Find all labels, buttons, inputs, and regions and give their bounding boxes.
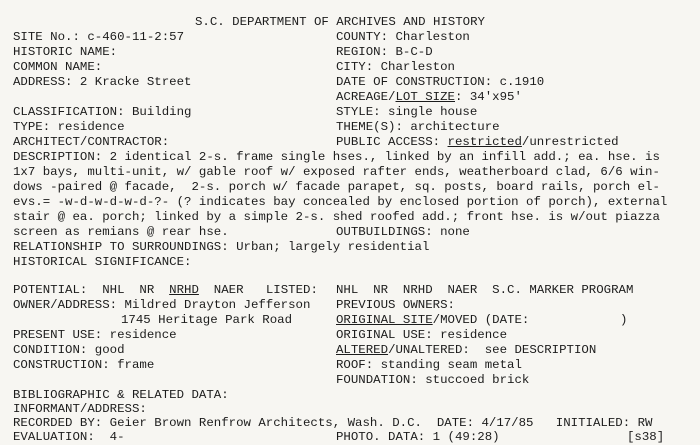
original-use: ORIGINAL USE: residence (336, 328, 508, 342)
informant-address: INFORMANT/ADDRESS: (13, 402, 147, 416)
present-use: PRESENT USE: residence (13, 328, 177, 342)
city: CITY: Charleston (336, 60, 455, 74)
listed-options: NHL NR NRHD NAER S.C. MARKER PROGRAM (336, 283, 634, 297)
description-line: screen as remians @ rear hse. (13, 225, 229, 239)
type: TYPE: residence (13, 120, 125, 134)
record-code: [s38] (627, 430, 665, 444)
historic-name: HISTORIC NAME: (13, 45, 118, 59)
construction: CONSTRUCTION: frame (13, 358, 155, 372)
owner-address: OWNER/ADDRESS: Mildred Drayton Jefferson (13, 298, 311, 312)
description-line: 1x7 bays, multi-unit, w/ gable roof w/ exposed rafter ends, weatherboard clad, 6/6 win- (13, 165, 660, 179)
address: ADDRESS: 2 Kracke Street (13, 75, 192, 89)
original-site-moved: ORIGINAL SITE/MOVED (DATE: (336, 313, 530, 327)
owner-address-line2: 1745 Heritage Park Road (121, 313, 293, 327)
region: REGION: B-C-D (336, 45, 433, 59)
foundation: FOUNDATION: stuccoed brick (336, 373, 530, 387)
condition: CONDITION: good (13, 343, 125, 357)
evaluation: EVALUATION: 4- (13, 430, 125, 444)
outbuildings: OUTBUILDINGS: none (336, 225, 470, 239)
recorded-by: RECORDED BY: Geier Brown Renfrow Architects, Wash. D.C. DATE: 4/17/85 INITIALED: RW (13, 416, 653, 430)
altered-unaltered: ALTERED/UNALTERED: see DESCRIPTION (336, 343, 597, 357)
photo-data: PHOTO. DATA: 1 (49:28) (336, 430, 500, 444)
site-number: SITE No.: c-460-11-2:57 (13, 30, 185, 44)
architect-contractor: ARCHITECT/CONTRACTOR: (13, 135, 170, 149)
acreage-lot-size: ACREAGE/LOT SIZE: 34'x95' (336, 90, 522, 104)
original-site-close-paren: ) (620, 313, 628, 327)
description-line: evs.= -w-d-w-d-w-d-?- (? indicates bay concealed by enclosed portion of porch), external (13, 195, 668, 209)
form-header: S.C. DEPARTMENT OF ARCHIVES AND HISTORY (195, 15, 485, 29)
previous-owners: PREVIOUS OWNERS: (336, 298, 455, 312)
potential: POTENTIAL: NHL NR NRHD NAER LISTED: (13, 283, 318, 297)
county: COUNTY: Charleston (336, 30, 470, 44)
date-of-construction: DATE OF CONSTRUCTION: c.1910 (336, 75, 545, 89)
bibliographic-data: BIBLIOGRAPHIC & RELATED DATA: (13, 388, 229, 402)
public-access: PUBLIC ACCESS: restricted/unrestricted (336, 135, 619, 149)
classification: CLASSIFICATION: Building (13, 105, 192, 119)
roof: ROOF: standing seam metal (336, 358, 522, 372)
style: STYLE: single house (336, 105, 478, 119)
relationship-to-surroundings: RELATIONSHIP TO SURROUNDINGS: Urban; largely residential (13, 240, 430, 254)
common-name: COMMON NAME: (13, 60, 103, 74)
themes: THEME(S): architecture (336, 120, 500, 134)
historical-significance: HISTORICAL SIGNIFICANCE: (13, 255, 192, 269)
description-line: DESCRIPTION: 2 identical 2-s. frame single hses., linked by an infill add.; ea. hse. is (13, 150, 660, 164)
description-line: stair @ ea. porch; linked by a simple 2-s. shed roofed add.; front hse. is w/out piazza (13, 210, 660, 224)
description-line: dows -paired @ facade, 2-s. porch w/ facade parapet, sq. posts, board rails, porch el- (13, 180, 660, 194)
